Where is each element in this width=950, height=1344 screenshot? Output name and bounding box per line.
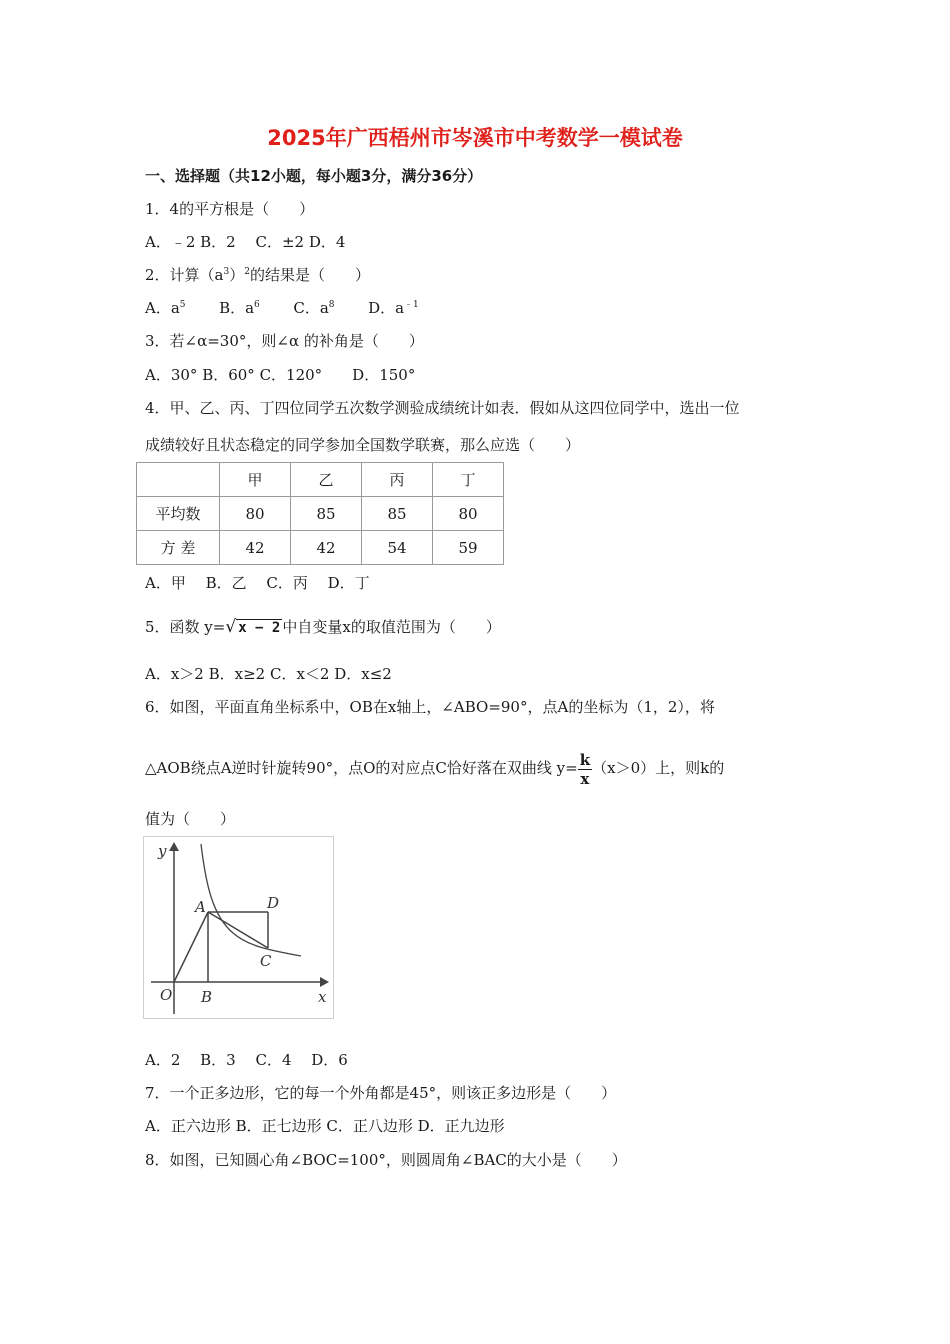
question-5-options: A．x＞2 B．x≥2 C．x＜2 D．x≤2 <box>145 665 392 683</box>
table-cell: 方 差 <box>137 531 220 565</box>
label-x: x <box>318 988 327 1006</box>
page-title: 2025年广西梧州市岑溪市中考数学一模试卷 <box>267 126 683 150</box>
sqrt-expression: √ x − 2 <box>225 617 281 637</box>
table-header-row <box>137 463 504 497</box>
table-row <box>137 531 504 565</box>
question-3-options: A．30° B．60° C．120° D．150° <box>145 366 416 384</box>
question-4-options: A．甲 B．乙 C．丙 D．丁 <box>145 574 370 592</box>
label-O: O <box>160 986 173 1004</box>
table-row <box>137 497 504 531</box>
question-4-stem-line1: 4．甲、乙、丙、丁四位同学五次数学测验成绩统计如表．假如从这四位同学中，选出一位 <box>145 399 740 417</box>
question-7-options: A．正六边形 B．正七边形 C．正八边形 D．正九边形 <box>145 1117 505 1135</box>
question-1-options: A．﹣2 B．2 C．±2 D．4 <box>145 233 346 251</box>
table-cell <box>137 463 220 497</box>
question-2-stem: 2．计算$(a^3)^2$的结果是（ ） <box>145 266 370 284</box>
table-cell: 42 <box>291 531 362 565</box>
table-cell: 80 <box>433 497 504 531</box>
question-6-line3: 值为（ ） <box>145 810 236 828</box>
question-6-options: A．2 B．3 C．4 D．6 <box>145 1051 348 1069</box>
table-cell: 80 <box>220 497 291 531</box>
question-8-stem: 8．如图，已知圆心角∠BOC=100°，则圆周角∠BAC的大小是（ ） <box>145 1151 627 1169</box>
table-cell: 平均数 <box>137 497 220 531</box>
label-B: B <box>201 988 213 1006</box>
table-cell: 59 <box>433 531 504 565</box>
label-D: D <box>267 894 280 912</box>
table-cell: 丁 <box>433 463 504 497</box>
table-cell: 42 <box>220 531 291 565</box>
question-6-line2: △AOB绕点A逆时针旋转90°，点O的对应点C恰好落在双曲线 y= $\frac{k}{x}$ （x＞0）上，则k的 <box>145 750 725 788</box>
table-cell: 甲 <box>220 463 291 497</box>
table-cell: 乙 <box>291 463 362 497</box>
table-cell: 85 <box>291 497 362 531</box>
question-3-stem: 3．若∠α=30°，则∠α 的补角是（ ） <box>145 332 424 350</box>
label-A: A <box>195 898 206 916</box>
label-y: y <box>158 842 167 860</box>
question-6-line1: 6．如图，平面直角坐标系中，OB在x轴上，∠ABO=90°，点A的坐标为（1，2），将 <box>145 698 715 716</box>
score-table <box>136 462 504 565</box>
question-2-options: A．$a^5$ B．$a^6$ C．$a^8$ D．$a^{﹣1}$ <box>145 299 419 317</box>
coordinate-figure <box>143 836 335 1020</box>
question-1-stem: 1．4的平方根是（ ） <box>145 200 315 218</box>
table-cell: 54 <box>362 531 433 565</box>
question-7-stem: 7．一个正多边形，它的每一个外角都是45°，则该正多边形是（ ） <box>145 1084 617 1102</box>
label-C: C <box>260 952 272 970</box>
question-4-stem-line2: 成绩较好且状态稳定的同学参加全国数学联赛，那么应选（ ） <box>145 436 581 454</box>
section-heading: 一、选择题（共12小题，每小题3分，满分36分） <box>145 167 483 185</box>
table-cell: 丙 <box>362 463 433 497</box>
question-5-stem: 5．函数 y=√ x − 2 中自变量x的取值范围为（ ） <box>145 617 501 637</box>
table-cell: 85 <box>362 497 433 531</box>
fraction-k-over-x: $\frac{k}{x}$ <box>579 750 591 788</box>
